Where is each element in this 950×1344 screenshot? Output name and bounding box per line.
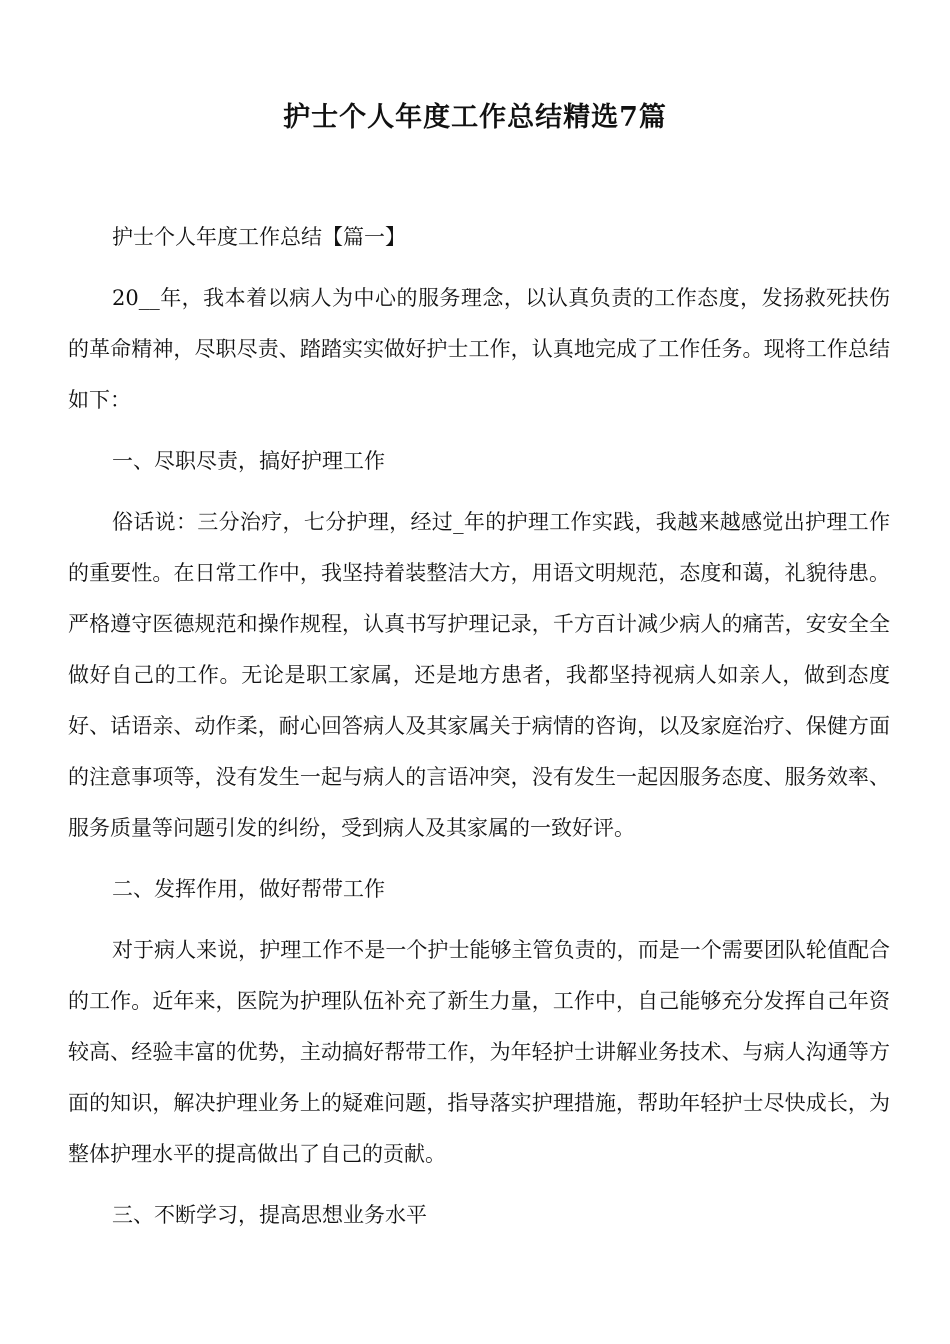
section-heading: 一、尽职尽责，搞好护理工作 — [112, 449, 385, 473]
section-heading: 二、发挥作用，做好帮带工作 — [112, 877, 385, 901]
body-paragraph: 俗话说：三分治疗，七分护理，经过_年的护理工作实践，我越来越感觉出护理工作的重要性。在日常工作中，我坚持着装整洁大方，用语文明规范，态度和蔼，礼貌待患。严格遵守医德规范和操作规程，认真书写护理记录，千方百计减少病人的痛苦，安安全全做好自己的工作。无论是职工家属，还是地方患者，我都坚持视病人如亲人，做到态度好、话语亲、动作柔，耐心回答病人及其家属关于病情的咨询，以及家庭治疗、保健方面的注意事项等，没有发生一起与病人的言语冲突，没有发生一起因服务态度、服务效率、服务质量等问题引发的纠纷，受到病人及其家属的一致好评。 — [68, 510, 890, 840]
body-paragraph: 20__年，我本着以病人为中心的服务理念，以认真负责的工作态度，发扬救死扶伤的革命精神，尽职尽责、踏踏实实做好护士工作，认真地完成了工作任务。现将工作总结如下： — [68, 286, 890, 412]
document-title: 护士个人年度工作总结精选7篇 — [283, 102, 667, 133]
body-paragraph: 对于病人来说，护理工作不是一个护士能够主管负责的，而是一个需要团队轮值配合的工作。近年来，医院为护理队伍补充了新生力量，工作中，自己能够充分发挥自己年资较高、经验丰富的优势，主动搞好帮带工作，为年轻护士讲解业务技术、与病人沟通等方面的知识，解决护理业务上的疑难问题，指导落实护理措施，帮助年轻护士尽快成长，为整体护理水平的提高做出了自己的贡献。 — [68, 938, 890, 1166]
document-body — [68, 212, 890, 1251]
section-heading: 护士个人年度工作总结【篇一】 — [112, 225, 406, 249]
section-heading: 三、不断学习，提高思想业务水平 — [112, 1203, 427, 1227]
